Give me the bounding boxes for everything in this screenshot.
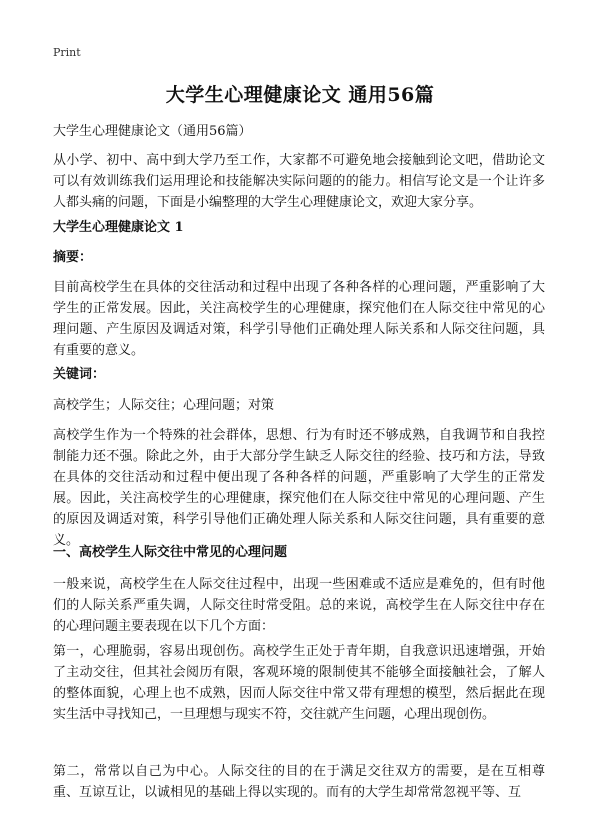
page-title: 大学生心理健康论文 通用56篇 <box>165 84 435 106</box>
abstract-label: 摘要： <box>53 250 93 265</box>
abstract-paragraph: 目前高校学生在具体的交往活动和过程中出现了各种各样的心理问题，严重影响了大学生的正常发展。因此，关注高校学生的心理健康，探究他们在人际交往中常见的心理问题、产生原因及调适对策，科学引导他们正确处理人际关系和人际交往问题，具有重要的意义。 <box>53 280 545 358</box>
body-paragraph-3: 第一，心理脆弱，容易出现创伤。高校学生正处于青年期，自我意识迅速增强，开始了主动交往，但其社会阅历有限，客观环境的限制使其不能够全面接触社会，了解人的整体面貌，心理上也不成熟，因而人际交往中常又带有理想的模型，然后据此在现实生活中寻找知己，一旦理想与现实不符，交往就产生问题，心理出现创伤。 <box>53 644 545 722</box>
keywords-text: 高校学生；人际交往；心理问题；对策 <box>53 398 275 413</box>
body-paragraph-4: 第二，常常以自己为中心。人际交往的目的在于满足交往双方的需要，是在互相尊重、互谅互让，以诚相见的基础上得以实现的。而有的大学生却常常忽视平等、互 <box>53 764 545 800</box>
subtitle: 大学生心理健康论文（通用56篇） <box>53 124 252 139</box>
body-paragraph-1: 高校学生作为一个特殊的社会群体，思想、行为有时还不够成熟，自我调节和自我控制能力还不强。除此之外，由于大部分学生缺乏人际交往的经验、技巧和方法，导致在具体的交往活动和过程中便出现了各种各样的问题，严重影响了大学生的正常发展。因此，关注高校学生的心理健康，探究他们在人际交往中常见的心理问题、产生的原因及调适对策，科学引导他们正确处理人际关系和人际交往问题，具有重要的意义。 <box>53 428 545 548</box>
heading-1: 一、高校学生人际交往中常见的心理问题 <box>53 545 288 560</box>
intro-paragraph: 从小学、初中、高中到大学乃至工作，大家都不可避免地会接触到论文吧，借助论文可以有效训练我们运用理论和技能解决实际问题的的能力。相信写论文是一个让许多人都头痛的问题，下面是小编整理的大学生心理健康论文，欢迎大家分享。 <box>53 153 545 210</box>
print-label: Print <box>53 46 81 59</box>
body-paragraph-2: 一般来说，高校学生在人际交往过程中，出现一些困难或不适应是难免的，但有时他们的人际关系严重失调，人际交往时常受阻。总的来说，高校学生在人际交往中存在的心理问题主要表现在以下几个方面： <box>53 577 545 634</box>
keywords-label: 关键词： <box>53 367 106 382</box>
section-title: 大学生心理健康论文 1 <box>53 220 184 235</box>
